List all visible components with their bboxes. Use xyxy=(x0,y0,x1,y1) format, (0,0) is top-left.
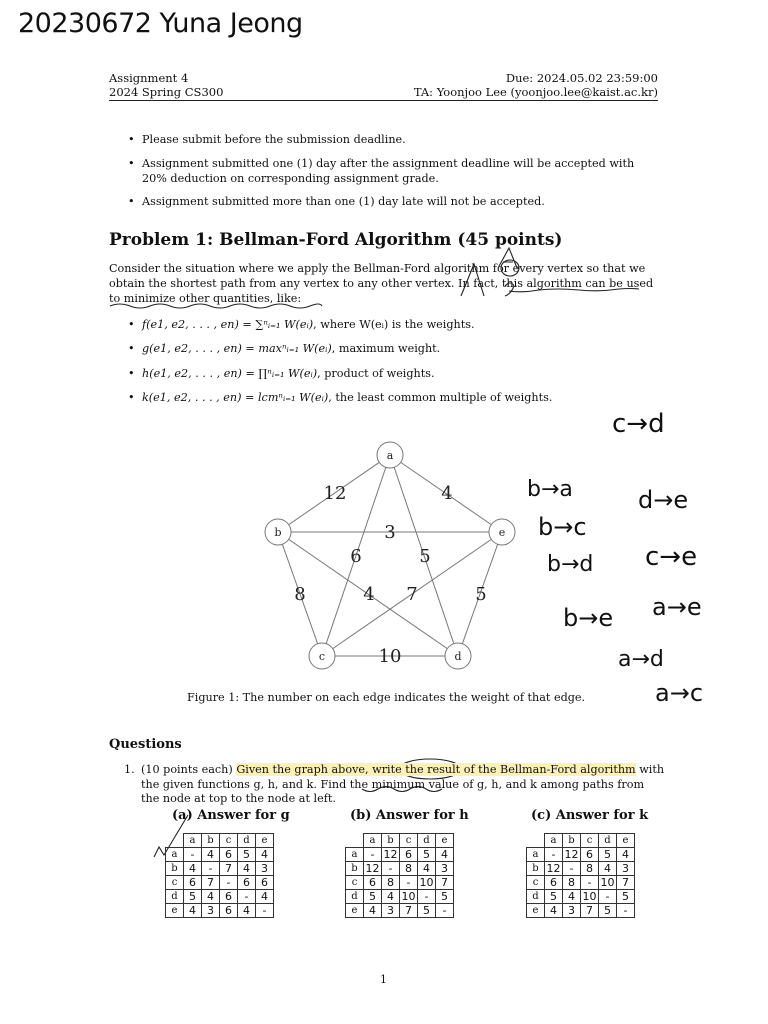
handwritten-note: b→a xyxy=(527,477,573,502)
highlight: Given the graph above, write the result of the Bellman-Ford algorithm xyxy=(236,763,636,776)
course-label: 2024 Spring CS300 xyxy=(109,85,224,99)
intro-line: obtain the shortest path from any vertex to any other vertex. In fact, this algorithm can be used xyxy=(109,277,654,290)
caret-annotation xyxy=(461,264,484,296)
table-row: e 4 3 6 4 - xyxy=(166,904,274,918)
intro-annotations xyxy=(110,248,639,308)
edge-weight: 4 xyxy=(441,483,453,504)
question-1-line: (10 points each) Given the graph above, write the result of the Bellman-Ford algorithm with xyxy=(141,763,665,776)
problem-title: Problem 1: Bellman-Ford Algorithm (45 points) xyxy=(109,230,563,250)
handwritten-note: a→d xyxy=(618,647,664,672)
node-label: a xyxy=(386,449,394,462)
page-number: 1 xyxy=(380,973,387,986)
table-row: b 4 - 7 4 3 xyxy=(166,862,274,876)
edge-weight: 12 xyxy=(323,483,347,504)
edge-weight: 5 xyxy=(419,546,431,567)
table-row: d 5 4 10 - 5 xyxy=(346,890,454,904)
node-label: d xyxy=(454,650,462,663)
table-row: c 6 7 - 6 6 xyxy=(166,876,274,890)
caret-annotation xyxy=(498,248,517,268)
table-row: b 12 - 8 4 3 xyxy=(346,862,454,876)
question-1-line: the node at top to the node at left. xyxy=(141,792,336,805)
intro-line: to minimize other quantities, like: xyxy=(109,292,302,305)
handwritten-note: b→c xyxy=(538,513,587,541)
edge-weight: 5 xyxy=(475,584,487,605)
paren-annotation xyxy=(505,283,514,296)
table-row: d 5 4 10 - 5 xyxy=(527,890,635,904)
graph-edges xyxy=(278,455,502,656)
node-label: c xyxy=(318,650,326,663)
handwritten-note: d→e xyxy=(638,486,689,514)
answer-h-title: (b) Answer for h xyxy=(350,808,469,823)
handwritten-note: a→c xyxy=(655,679,704,707)
questions-heading: Questions xyxy=(109,737,182,752)
figure-caption: Figure 1: The number on each edge indicates the weight of that edge. xyxy=(187,691,586,704)
edge-weight: 6 xyxy=(350,546,362,567)
node-label: e xyxy=(498,526,506,539)
intro-line: Consider the situation where we apply the Bellman-Ford algorithm for every vertex so that we xyxy=(109,262,646,275)
edge-weight: 8 xyxy=(294,584,306,605)
ta-contact: TA: Yoonjoo Lee (yoonjoo.lee@kaist.ac.kr) xyxy=(413,85,658,99)
underline-squiggle xyxy=(110,304,322,308)
edge-weight: 3 xyxy=(384,522,396,543)
table-row: c 6 8 - 10 7 xyxy=(346,876,454,890)
table-row: e 4 3 7 5 - xyxy=(527,904,635,918)
question-1-line: the given functions g, h, and k. Find the minimum value of g, h, and k among paths from xyxy=(141,778,645,791)
table-row: a - 12 6 5 4 xyxy=(527,848,635,862)
edge-weight: 7 xyxy=(406,584,418,605)
answer-table-g: a b c d e a - 4 6 5 4 b 4 - 7 4 3 c 6 7 - 6 6 d 5 4 6 - 4 e 4 3 6 4 - xyxy=(165,833,274,918)
answer-g-title: (a) Answer for g xyxy=(172,808,290,823)
underline-squiggle xyxy=(509,289,639,292)
due-date: Due: 2024.05.02 23:59:00 xyxy=(505,71,658,85)
edge-weight: 10 xyxy=(378,646,402,667)
answer-k-title: (c) Answer for k xyxy=(531,808,649,823)
table-row: a - 12 6 5 4 xyxy=(346,848,454,862)
node-label: b xyxy=(274,526,282,539)
assignment-label: Assignment 4 xyxy=(109,71,189,85)
handwritten-note: c→e xyxy=(645,542,698,572)
question-1: 1. xyxy=(124,763,135,776)
table-row: c 6 8 - 10 7 xyxy=(527,876,635,890)
handwritten-note: c→d xyxy=(612,409,665,439)
answer-table-k: a b c d e a - 12 6 5 4 b 12 - 8 4 3 c 6 8 - 10 7 d 5 4 10 - 5 e 4 3 7 5 - xyxy=(526,833,635,918)
handwritten-note: a→e xyxy=(652,593,702,621)
graph-nodes xyxy=(265,442,515,669)
handwritten-note: b→e xyxy=(563,604,614,632)
table-row: e 4 3 7 5 - xyxy=(346,904,454,918)
handwritten-name: 20230672 Yuna Jeong xyxy=(18,8,303,39)
edge-weight: 4 xyxy=(363,584,375,605)
answer-table-h: a b c d e a - 12 6 5 4 b 12 - 8 4 3 c 6 8 - 10 7 d 5 4 10 - 5 e 4 3 7 5 - xyxy=(345,833,454,918)
table-row: b 12 - 8 4 3 xyxy=(527,862,635,876)
table-row: d 5 4 6 - 4 xyxy=(166,890,274,904)
handwritten-note: b→d xyxy=(547,552,594,577)
table-row: a - 4 6 5 4 xyxy=(166,848,274,862)
